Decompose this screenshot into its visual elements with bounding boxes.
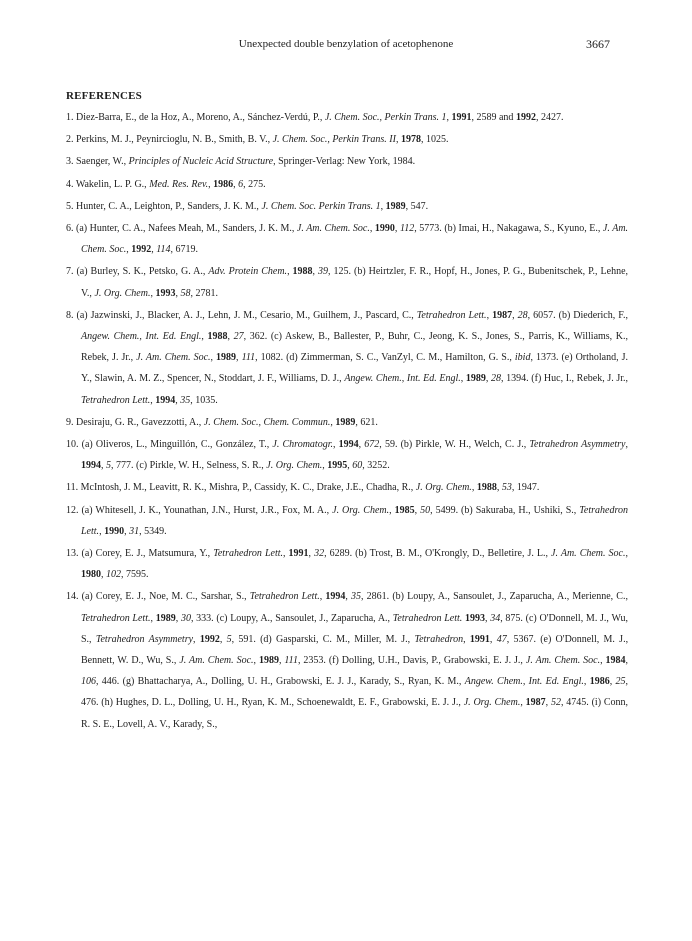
citation-text: , 621.	[355, 416, 378, 428]
citation-text: ,	[193, 633, 200, 645]
citation-text: ,	[345, 591, 352, 603]
citation-italic-text: 28	[517, 309, 528, 321]
citation-text: ,	[485, 373, 492, 385]
citation-text: , 1947.	[511, 482, 540, 494]
reference-item	[66, 586, 628, 734]
citation-text: ,	[463, 633, 470, 645]
citation-italic-text: 50	[420, 504, 431, 516]
citation-year: 1993	[155, 287, 176, 299]
citation-italic-text: 25	[615, 676, 626, 688]
citation-text: , 7595.	[121, 569, 149, 581]
citation-year: 1986	[213, 178, 234, 190]
citation-text: , Springer-Verlag: New York, 1984.	[273, 156, 416, 168]
citation-text: 6. (a) Hunter, C. A., Nafees Meah, M., Sanders, J. K. M.,	[66, 223, 297, 235]
reference-item	[66, 434, 628, 476]
citation-text: ,	[389, 504, 395, 516]
citation-year: 1991	[451, 112, 472, 123]
citation-italic-text: Tetrahedron Lett.	[81, 612, 151, 624]
citation-text: ,	[319, 591, 326, 603]
citation-year: 1994	[338, 439, 359, 451]
citation-text: ,	[101, 460, 106, 472]
citation-text: ,	[609, 676, 616, 688]
citation-text: , 1025.	[420, 134, 449, 146]
citation-text: , 5773. (b) Imai, H., Nakagawa, S., Kyuno, E.,	[414, 223, 603, 235]
citation-year: 1994	[81, 460, 101, 472]
citation-italic-text: Tetrahedron Lett.	[81, 394, 151, 406]
citation-italic-text: J. Am. Chem. Soc.	[179, 655, 254, 667]
citation-italic-text: 34	[490, 612, 501, 624]
reference-item	[66, 218, 628, 260]
references-heading: REFERENCES	[66, 90, 142, 102]
citation-text: , 2861. (b) Loupy, A., Sansoulet, J., Zaparucha, A., Merienne, C.,	[361, 591, 628, 603]
citation-text: ,	[227, 331, 234, 343]
citation-italic-text: J. Am. Chem. Soc.	[81, 223, 629, 256]
citation-text: 9. Desiraju, G. R., Gavezzotti, A.,	[66, 416, 204, 428]
citation-text: , 591. (d) Gasparski, C. M., Miller, M. J.,	[231, 633, 415, 645]
running-title: Unexpected double benzylation of acetophenone	[238, 38, 454, 50]
citation-italic-text: J. Org. Chem.	[266, 460, 323, 472]
citation-italic-text: J. Chem. Soc. Perkin Trans. 1	[261, 200, 381, 212]
citation-year: 1990	[104, 525, 125, 537]
citation-italic-text: J. Org. Chem.	[332, 504, 390, 516]
citation-text: ,	[236, 352, 242, 364]
citation-text: ,	[151, 244, 157, 256]
citation-year: 1980	[81, 569, 101, 581]
citation-text: ,	[332, 439, 339, 451]
citation-text: ,	[369, 223, 375, 235]
citation-text: ,	[446, 112, 452, 123]
citation-text: , 5367. (e) O'Donnell, M. J., Bennett, W. D., Wu, S.,	[81, 633, 629, 667]
citation-italic-text: Tetrahedron Asymmetry	[95, 633, 194, 645]
citation-text: ,	[600, 655, 606, 667]
citation-text: ,	[124, 525, 130, 537]
citation-italic-text: 28	[491, 373, 502, 385]
citation-year: 1993	[465, 612, 485, 624]
reference-list	[66, 107, 628, 736]
citation-year: 1992	[199, 633, 220, 645]
citation-year: 1995	[327, 460, 348, 472]
page-number: 3667	[586, 37, 610, 51]
citation-italic-text: 114	[156, 244, 171, 256]
citation-text: , 2589 and	[471, 112, 516, 123]
citation-italic-text: Angew. Chem., Int. Ed. Engl.	[344, 373, 461, 385]
citation-year: 1989	[465, 373, 486, 385]
citation-italic-text: J. Org. Chem.	[94, 287, 151, 299]
citation-year: 1978	[400, 134, 421, 146]
citation-italic-text: 6	[238, 178, 244, 190]
citation-text: ,	[150, 287, 156, 299]
citation-year: 1994	[325, 591, 346, 603]
citation-italic-text: 102	[106, 569, 121, 581]
citation-year: 1990	[374, 223, 395, 235]
citation-text: ,	[625, 439, 628, 451]
citation-year: 1989	[335, 416, 356, 428]
citation-text: 3. Saenger, W.,	[66, 156, 129, 168]
citation-text: 13. (a) Corey, E. J., Matsumura, Y.,	[66, 548, 214, 560]
citation-text: ,	[233, 178, 239, 190]
citation-text: 10. (a) Oliveros, L., Minguillón, C., González, T.,	[66, 439, 273, 451]
citation-year: 1992	[131, 244, 152, 256]
citation-text: ,	[99, 525, 105, 537]
citation-text: ,	[486, 309, 493, 321]
citation-italic-text: 35	[180, 394, 191, 406]
citation-italic-text: Adv. Protein Chem.	[208, 266, 288, 278]
citation-italic-text: 112	[399, 223, 415, 235]
reference-item	[66, 500, 628, 542]
citation-text: ,	[126, 244, 132, 256]
citation-text: ,	[471, 482, 477, 494]
citation-year: 1986	[589, 676, 610, 688]
citation-text: , 1035.	[190, 394, 218, 406]
citation-text: ,	[512, 309, 518, 321]
citation-text: , 6057. (b) Diederich, F.,	[527, 309, 628, 321]
citation-italic-text: 60	[352, 460, 363, 472]
citation-year: 1989	[216, 352, 237, 364]
citation-text: , 5349.	[139, 525, 167, 537]
citation-text: ,	[520, 697, 526, 709]
citation-text: ,	[583, 676, 590, 688]
citation-italic-text: 52	[550, 697, 561, 709]
citation-text: 5. Hunter, C. A., Leighton, P., Sanders, J. K. M.,	[66, 200, 262, 212]
citation-italic-text: 53	[501, 482, 512, 494]
citation-italic-text: Tetrahedron Asymmetry	[529, 439, 626, 451]
citation-text: ,	[287, 266, 293, 278]
reference-item	[66, 543, 628, 585]
citation-text: ,	[150, 612, 156, 624]
citation-italic-text: 39	[318, 266, 329, 278]
citation-text: ,	[101, 569, 106, 581]
citation-italic-text: J. Chem. Soc., Perkin Trans. 1	[324, 112, 447, 123]
citation-text: , 2353. (f) Dolling, U.H., Davis, P., Grabowski, E. J. J.,	[297, 655, 526, 667]
citation-italic-text: J. Am. Chem. Soc.	[551, 548, 626, 560]
citation-text: ,	[414, 504, 421, 516]
reference-item	[66, 412, 628, 433]
citation-text: , 1373. (e) Ortholand, J. Y., Slawin, A. M. Z., Spencer, N., Stoddart, J. F., Williams, D. J.,	[81, 352, 629, 385]
reference-item	[66, 196, 628, 217]
citation-italic-text: Principles of Nucleic Acid Structure	[128, 156, 274, 168]
citation-text: , 476. (h) Hughes, D. L., Dolling, U. H., Ryan, K. M., Schoenewaldt, E. F., Grabowski, E. J. J.,	[81, 676, 629, 709]
citation-text: ,	[201, 331, 208, 343]
citation-italic-text: Tetrahedron	[414, 633, 464, 645]
citation-italic-text: 5	[106, 460, 111, 472]
citation-italic-text: J. Chem. Soc., Perkin Trans. II	[272, 134, 396, 146]
citation-italic-text: 58	[180, 287, 191, 299]
citation-text: 14. (a) Corey, E. J., Noe, M. C., Sarshar, S.,	[66, 591, 250, 603]
citation-text: ,	[358, 439, 365, 451]
reference-item	[66, 129, 628, 150]
citation-year: 1985	[394, 504, 415, 516]
citation-text: , 5499. (b) Sakuraba, H., Ushiki, S.,	[430, 504, 580, 516]
citation-year: 1991	[288, 548, 309, 560]
citation-text: ,	[625, 548, 628, 560]
citation-italic-text: Tetrahedron Lett.	[213, 548, 283, 560]
citation-text: ,	[545, 697, 551, 709]
citation-text: 4. Wakelin, L. P. G.,	[66, 178, 150, 190]
citation-italic-text: J. Chem. Soc., Chem. Commun.	[203, 416, 331, 428]
reference-item	[66, 477, 628, 498]
citation-text: ,	[208, 178, 214, 190]
citation-text: ,	[210, 352, 217, 364]
citation-year: 1987	[525, 697, 546, 709]
citation-year: 1987	[492, 309, 513, 321]
citation-italic-text: J. Am. Chem. Soc.	[525, 655, 601, 667]
citation-italic-text: J. Org. Chem.	[463, 697, 521, 709]
citation-text: ,	[283, 548, 289, 560]
citation-text: ,	[308, 548, 315, 560]
citation-text: ,	[330, 416, 336, 428]
citation-text: , 2427.	[535, 112, 564, 123]
citation-text: 1. Diez-Barra, E., de la Hoz, A., Moreno, A., Sánchez-Verdú, P.,	[66, 112, 325, 123]
citation-text: 11. McIntosh, J. M., Leavitt, R. K., Mishra, P., Cassidy, K. C., Drake, J.E., Chadha, R.,	[66, 482, 416, 494]
citation-year: 1984	[605, 655, 626, 667]
reference-item	[66, 107, 628, 128]
citation-text: , 4745. (i) Conn, R. S. E., Lovell, A. V., Karady, S.,	[81, 697, 629, 730]
citation-text: 12. (a) Whitesell, J. K., Younathan, J.N., Hurst, J.R., Fox, M. A.,	[66, 504, 333, 516]
citation-year: 1992	[515, 112, 536, 123]
citation-text: , 59. (b) Pirkle, W. H., Welch, C. J.,	[379, 439, 530, 451]
citation-italic-text: Med. Res. Rev.	[149, 178, 209, 190]
citation-italic-text: Angew. Chem., Int. Ed. Engl.	[81, 331, 202, 343]
citation-text: 2. Perkins, M. J., Peynircioglu, N. B., Smith, B. V.,	[66, 134, 273, 146]
citation-italic-text: 672	[364, 439, 380, 451]
citation-year: 1989	[385, 200, 406, 212]
citation-text: , 777. (c) Pirkle, W. H., Selness, S. R.,	[111, 460, 267, 472]
citation-text: , 547.	[405, 200, 429, 212]
citation-italic-text: 106	[81, 676, 96, 688]
citation-text: ,	[175, 612, 181, 624]
citation-text: ,	[395, 134, 401, 146]
citation-year: 1988	[207, 331, 228, 343]
citation-text: ,	[394, 223, 400, 235]
citation-text: ,	[150, 394, 156, 406]
citation-year: 1994	[155, 394, 176, 406]
citation-italic-text: J. Chromatogr.	[272, 439, 333, 451]
reference-item	[66, 151, 628, 172]
citation-text: 7. (a) Burley, S. K., Petsko, G. A.,	[66, 266, 209, 278]
citation-italic-text: J. Am. Chem. Soc.	[296, 223, 370, 235]
citation-text: ,	[496, 482, 502, 494]
citation-text: , 875. (c) O'Donnell, M. J., Wu, S.,	[81, 612, 629, 645]
citation-text: ,	[460, 373, 466, 385]
citation-italic-text: ibid	[514, 352, 531, 364]
citation-text: ,	[489, 633, 497, 645]
citation-italic-text: 47	[496, 633, 507, 645]
citation-text: ,	[175, 287, 181, 299]
citation-text: , 6289. (b) Trost, B. M., O'Krongly, D., Belletire, J. L.,	[324, 548, 552, 560]
citation-text: , 3252.	[362, 460, 390, 472]
citation-year: 1988	[476, 482, 497, 494]
citation-italic-text: 5	[226, 633, 232, 645]
citation-year: 1991	[469, 633, 490, 645]
citation-italic-text: Tetrahedron Lett.	[416, 309, 487, 321]
citation-italic-text: 31	[129, 525, 140, 537]
citation-text: , 446. (g) Bhattacharya, A., Dolling, U. H., Grabowski, E. J. J., Karady, S., Ryan, K. M.,	[96, 676, 465, 688]
reference-item	[66, 261, 628, 303]
citation-text: ,	[219, 633, 227, 645]
citation-text: ,	[347, 460, 353, 472]
citation-italic-text: 111	[241, 352, 256, 364]
citation-text: 8. (a) Jazwinski, J., Blacker, A. J., Lehn, J. M., Cesario, M., Guilhem, J., Pascard, C.,	[66, 309, 417, 321]
citation-text: ,	[485, 612, 491, 624]
citation-text: , 362. (c) Askew, B., Ballester, P., Buhr, C., Jeong, K. S., Jones, S., Parris, K., Williams, K., Rebek, J. Jr.,	[81, 331, 629, 364]
citation-text: , 125. (b) Heirtzler, F. R., Hopf, H., Jones, P. G., Bubenitschek, P., Lehne, V.,	[81, 266, 629, 299]
citation-text: , 1394. (f) Huc, I., Rebek, J. Jr.,	[501, 373, 629, 385]
citation-year: 1989	[258, 655, 279, 667]
citation-italic-text: 30	[180, 612, 191, 624]
citation-italic-text: J. Am. Chem. Soc.	[136, 352, 211, 364]
citation-italic-text: 27	[233, 331, 244, 343]
citation-italic-text: 32	[314, 548, 325, 560]
citation-italic-text: Angew. Chem., Int. Ed. Engl.	[464, 676, 584, 688]
citation-italic-text: Tetrahedron Lett.	[81, 504, 628, 537]
citation-text: , 275.	[243, 178, 266, 190]
citation-italic-text: J. Org. Chem.	[415, 482, 472, 494]
citation-italic-text: 111	[284, 655, 298, 667]
citation-year: 1989	[155, 612, 176, 624]
citation-text: ,	[625, 655, 629, 667]
citation-text: ,	[322, 460, 328, 472]
citation-text: ,	[278, 655, 285, 667]
citation-italic-text: Tetrahedron Lett.	[249, 591, 320, 603]
citation-text: , 333. (c) Loupy, A., Sansoulet, J., Zaparucha, A.,	[190, 612, 393, 624]
reference-item	[66, 305, 628, 411]
citation-italic-text: Tetrahedron Lett.	[392, 612, 463, 624]
reference-item	[66, 174, 628, 195]
citation-text: ,	[253, 655, 259, 667]
citation-text: , 2781.	[190, 287, 218, 299]
citation-text: ,	[175, 394, 181, 406]
citation-text: , 1082. (d) Zimmerman, S. C., VanZyl, C. M., Hamilton, G. S.,	[255, 352, 515, 364]
citation-italic-text: 35	[351, 591, 362, 603]
citation-text: , 6719.	[170, 244, 199, 256]
citation-text: ,	[312, 266, 319, 278]
citation-year: 1988	[292, 266, 313, 278]
citation-text: ,	[380, 200, 386, 212]
